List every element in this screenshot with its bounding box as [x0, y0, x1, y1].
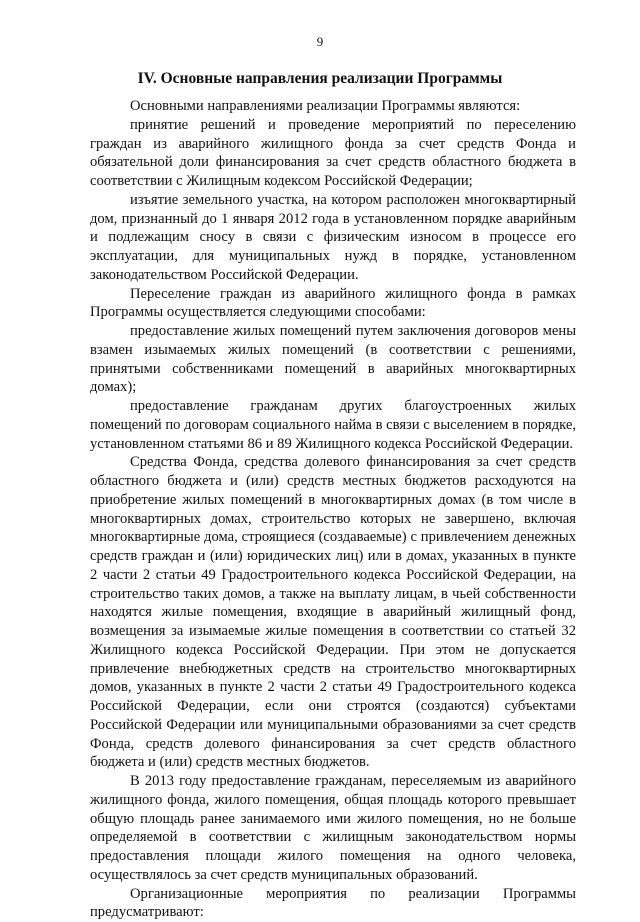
- document-body: [90, 97, 576, 922]
- paragraph-land-seizure: изъятие земельного участка, на котором расположен многоквартирный дом, признанный до 1 января 2012 года в установленном порядке аварийным и подлежащим сносу в связи с физическим износом в процессе его эксплуатации, для муниципальных нужд в порядке, установленном законодательством Российской Федерации.: [90, 191, 576, 285]
- paragraph-social-rent: предоставление гражданам других благоустроенных жилых помещений по договорам социального найма в связи с выселением в порядке, установленном статьями 86 и 89 Жилищного кодекса Российской Федерации.: [90, 397, 576, 453]
- paragraph-fund-spending: Средства Фонда, средства долевого финансирования за счет средств областного бюджета и (или) средств местных бюджетов расходуются на приобретение жилых помещений в многоквартирных домах (в том числе в многоквартирных домах, строительство которых не завершено, включая многоквартирные дома, строящиеся (создаваемые) с привлечением денежных средств граждан и (или) юридических лиц) или в домах, указанных в пункте 2 части 2 статьи 49 Градостроительного кодекса Российской Федерации, на строительство таких домов, а также на выплату лицам, в чьей собственности находятся жилые помещения, входящие в аварийный жилищный фонд, возмещения за изымаемые жилые помещения в соответствии со статьей 32 Жилищного кодекса Российской Федерации. При этом не допускается привлечение внебюджетных средств на строительство многоквартирных домов, указанных в пункте 2 части 2 статьи 49 Градостроительного кодекса Российской Федерации, если они строятся (создаются) субъектами Российской Федерации или муниципальными образованиями за счет средств Фонда, средств долевого финансирования за счет средств областного бюджета и (или) средств местных бюджетов.: [90, 453, 576, 772]
- page-number: 9: [0, 34, 640, 50]
- paragraph-2013-provision: В 2013 году предоставление гражданам, переселяемым из аварийного жилищного фонда, жилого помещения, общая площадь которого превышает общую площадь ранее занимаемого ими жилого помещения, но не больше определяемой в соответствии с жилищным законодательством нормы предоставления площади жилого помещения на одного человека, осуществлялось за счет средств муниципальных образований.: [90, 772, 576, 885]
- paragraph-resettlement-methods: Переселение граждан из аварийного жилищного фонда в рамках Программы осуществляется следующими способами:: [90, 285, 576, 323]
- paragraph-organizational-measures: Организационные мероприятия по реализации Программы предусматривают:: [90, 885, 576, 922]
- paragraph-exchange-contracts: предоставление жилых помещений путем заключения договоров мены взамен изымаемых жилых помещений (в соответствии с решениями, принятыми собственниками помещений в аварийных многоквартирных домах);: [90, 322, 576, 397]
- paragraph-resettlement-decisions: принятие решений и проведение мероприятий по переселению граждан из аварийного жилищного фонда за счет средств Фонда и обязательной доли финансирования за счет средств областного бюджета в соответствии с Жилищным кодексом Российской Федерации;: [90, 116, 576, 191]
- section-heading: IV. Основные направления реализации Программы: [0, 70, 640, 88]
- paragraph-intro: Основными направлениями реализации Программы являются:: [90, 97, 576, 116]
